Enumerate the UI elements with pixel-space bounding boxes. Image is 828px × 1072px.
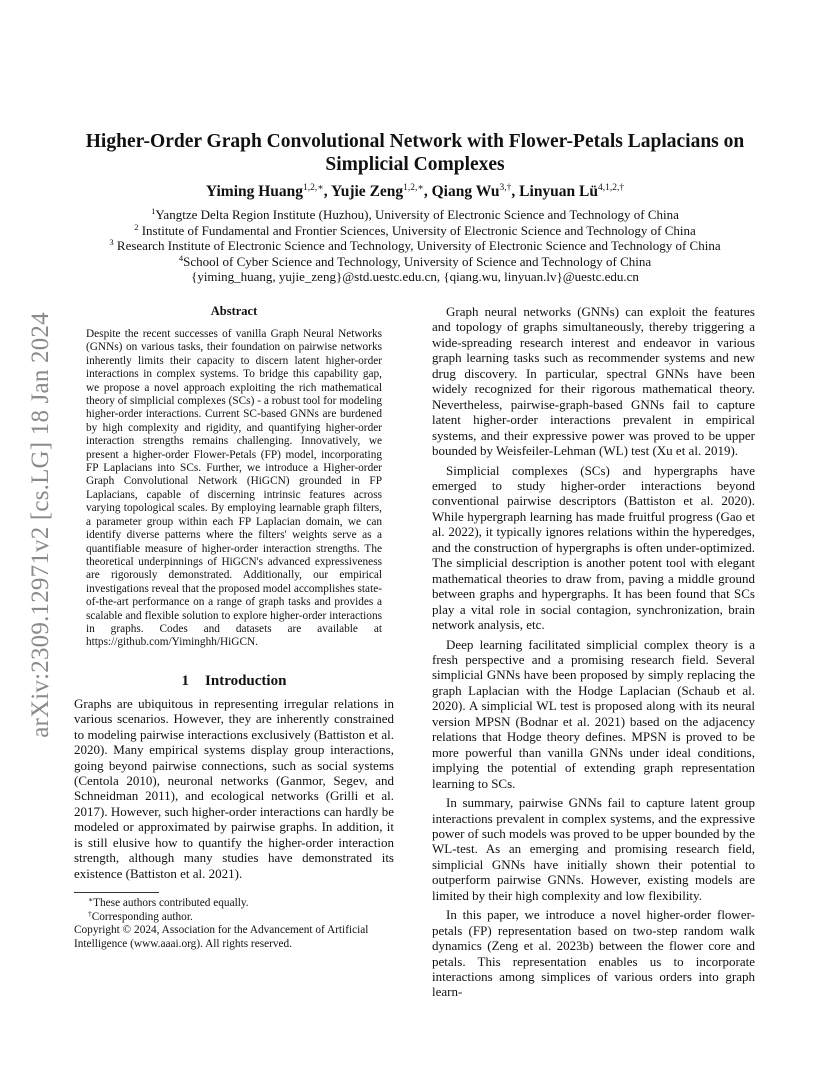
author-emails: {yiming_huang, yujie_zeng}@std.uestc.edu.cn, {qiang.wu, linyuan.lv}@uestc.edu.cn [191,269,639,284]
author-marks: 1,2,∗ [303,183,324,193]
arxiv-stamp [8,290,74,760]
body-paragraph: Simplicial complexes (SCs) and hypergraphs have emerged to study higher-order interactions beyond conventional pairwise descriptors (Battiston et al. 2020). While hypergraph learning has made fruitful progress (Gao et al. 2022), it typically ignores relations within the hyperedges, and the construction of hypergraphs is often under-optimized. The simplicial description is another potent tool with elegant mathematical theories to draw from, paving a middle ground between graphs and hypergraphs. It has been found that SCs play a vital role in social contagion, synchronization, brain network analysis, etc. [432,462,755,633]
abstract-body: Despite the recent successes of vanilla Graph Neural Networks (GNNs) on various tasks, their foundation on pairwise networks inherently limits their capacity to discern latent higher-order interactions in complex systems. To bridge this capability gap, we propose a novel approach exploiting the rich mathematical theory of simplicial complexes (SCs) - a robust tool for modeling higher-order interactions. Current SC-based GNNs are burdened by high complexity and rigidity, and quantifying higher-order interaction strengths remains challenging. Innovatively, we present a higher-order Flower-Petals (FP) model, incorporating FP Laplacians into SCs. Further, we introduce a Higher-order Graph Convolutional Network (HiGCN) grounded in FP Laplacians, capable of discerning intrinsic features across varying topological scales. By employing learnable graph filters, a parameter group within each FP Laplacian domain, we can identify diverse patterns where the filters' weights serve as a quantifiable measure of higher-order interaction strengths. The theoretical underpinnings of HiGCN's advanced expressiveness are rigorously demonstrated. Additionally, our empirical investigations reveal that the proposed model accomplishes state-of-the-art performance on a range of graph tasks and provides a scalable and flexible solution to explore higher-order interactions in graphs. Codes and datasets are available at https://github.com/Yiminghh/HiGCN. [86,328,382,649]
section-title: Introduction [205,672,287,689]
author-marks: 1,2,∗ [403,183,424,193]
section-heading [74,672,394,690]
body-paragraph: Deep learning facilitated simplicial complex theory is a fresh perspective and a promising research field. Several simplicial GNNs have been proposed by simply replacing the graph Laplacian with the Hodge Laplacian (Schaub et al. 2020). A simplicial WL test is proposed along with its neural version MPSN (Bodnar et al. 2021) based on the adjacency relations that Hodge theory defines. MPSN is proved to be more powerful than vanilla GNNs under ideal conditions, implying the potential of extending graph representation learning to SCs. [432,636,755,791]
arxiv-stamp-text: arXiv:2309.12971v2 [cs.LG] 18 Jan 2024 [27,312,54,738]
author-marks: 4,1,2,† [598,183,625,193]
body-paragraph: In summary, pairwise GNNs fail to capture latent group interactions prevalent in complex systems, and the expressive power of such models was proved to be upper bounded by the WL-test. As an emerging and promising research field, simplicial GNNs have initially shown their potential to outperform pairwise GNNs. However, existing models are limited by their high complexity and low flexibility. [432,795,755,903]
section-number: 1 [181,672,190,689]
right-column [432,304,755,1004]
affiliation: $^3$ Research Institute of Electronic Science and Technology, University of Electronic Science and Technology of China [109,237,721,253]
author: Qiang $Wu^{3,\dagger}$, [431,183,520,200]
paper-title: Higher-Order Graph Convolutional Network with Flower-Petals Laplacians on Simplicial Complexes [85,131,745,175]
affiliation: $^1$Yangtze Delta Region Institute (Huzhou), University of Electronic Science and Technology of China [151,206,679,222]
left-column [74,304,394,951]
footnote: ∗These authors contributed equally. [88,895,249,910]
intro-paragraph: Graphs are ubiquitous in representing irregular relations in various scenarios. However, they are inherently constrained to modeling pairwise interactions exclusively (Battiston et al. 2020). Many empirical systems display group interactions, going beyond pairwise connections, such as social systems (Centola 2010), neuronal networks (Ganmor, Segev, and Schneidman 2011), and ecological networks (Grilli et al. 2017). However, such higher-order interactions can hardly be modeled or approximated by pairwise graphs. In addition, it is still elusive how to quantify the higher-order interaction strength, although many studies have demonstrated its existence (Battiston et al. 2021). [74,695,394,881]
affiliations [74,207,756,285]
author-marks: 3,† [499,183,512,193]
author: Yujie Zeng$^{1,2,∗}$, [330,183,432,200]
body-paragraph: In this paper, we introduce a novel higher-order flower-petals (FP) representation based on two-step random walk dynamics (Zeng et al. 2023b) between the flower core and petals. This representation enables us to incorporate interactions among simplices of various orders into graph learn- [432,907,755,1000]
author: Yiming Huang$^{1,2,∗}$, [205,183,331,200]
affiliation: $^4$School of Cyber Science and Technology, University of Science and Technology of China [178,252,652,269]
affiliation: $^2$ Institute of Fundamental and Frontier Sciences, University of Electronic Science and Technology of China [134,221,696,238]
author-list [74,182,756,202]
footnote-divider [74,892,159,893]
body-paragraph: Graph neural networks (GNNs) can exploit the features and topology of graphs simultaneously, thereby triggering a wide-spreading research interest and endeavor in various graph learning tasks such as recommender systems and new drug discovery. In particular, spectral GNNs have been widely recognized for their rigorous mathematical theory. Nevertheless, pairwise-graph-based GNNs fail to capture latent higher-order interactions prevalent in empirical systems, and their expressive power was proved to be upper bounded by Weisfeiler-Lehman (WL) test (Xu et al. 2019). [432,304,755,459]
copyright-notice: Copyright © 2024, Association for the Advancement of Artificial Intelligence (www.aaai.org). All rights reserved. [74,924,369,950]
abstract-heading: Abstract [210,304,258,318]
author: Linyuan $Lü^{4,1,2,\dagger}$ [519,183,625,200]
footnote: †Corresponding author. [88,908,193,923]
